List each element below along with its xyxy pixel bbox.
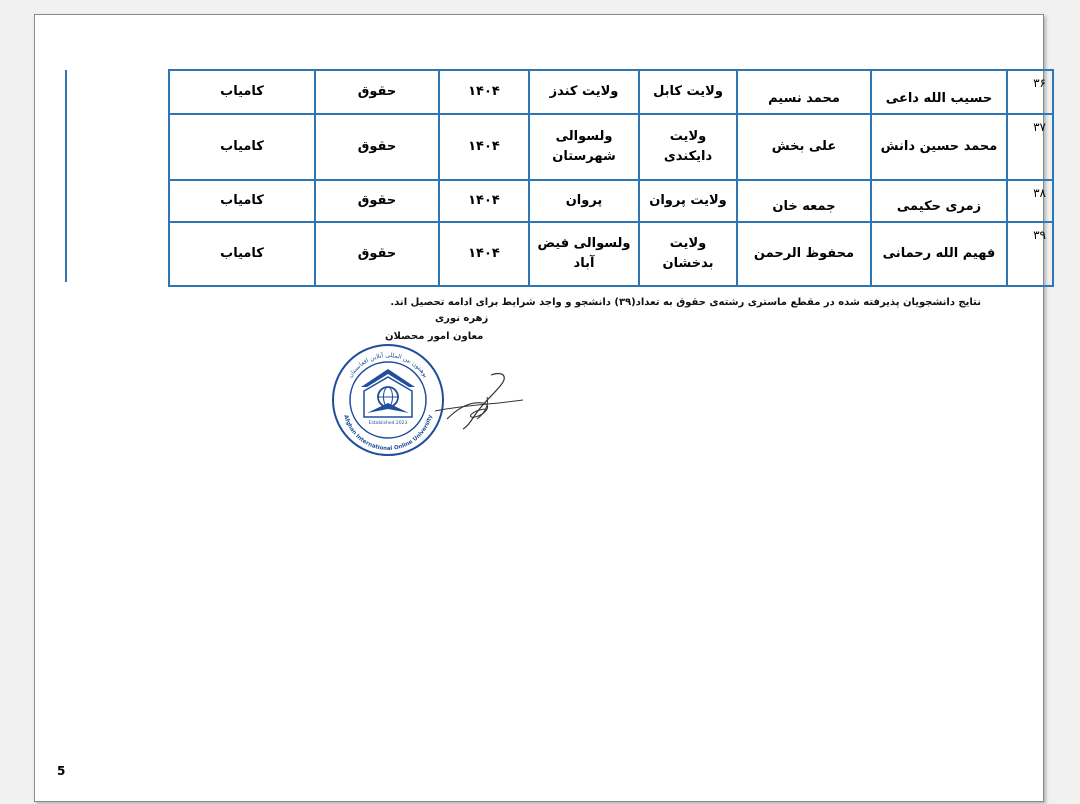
father-name: جمعه خان xyxy=(737,180,871,222)
field-cell: حقوق xyxy=(315,222,439,286)
signer-name: زهره نوری xyxy=(435,313,489,324)
page-number: 5 xyxy=(57,764,66,778)
student-name: حسیب الله داعی xyxy=(871,70,1007,114)
table-row xyxy=(169,70,1053,114)
seal-established: Established 2023 xyxy=(368,421,408,426)
province-cell: ولایت پروان xyxy=(639,180,737,222)
signer-title: معاون امور محصلان xyxy=(385,331,484,342)
district-cell: ولسوالی شهرستان xyxy=(529,114,639,180)
father-name: علی بخش xyxy=(737,114,871,180)
result-cell: کامیاب xyxy=(169,70,315,114)
student-name: محمد حسین دانش xyxy=(871,114,1007,180)
handwritten-signature xyxy=(427,367,537,437)
province-cell: ولایت دایکندی xyxy=(639,114,737,180)
year-cell: ۱۴۰۴ xyxy=(439,180,529,222)
result-cell: کامیاب xyxy=(169,180,315,222)
district-cell: ولایت کندز xyxy=(529,70,639,114)
student-name: زمری حکیمی xyxy=(871,180,1007,222)
district-cell: پروان xyxy=(529,180,639,222)
student-name: فهیم الله رحمانی xyxy=(871,222,1007,286)
field-cell: حقوق xyxy=(315,70,439,114)
father-name: محمد نسیم xyxy=(737,70,871,114)
result-cell: کامیاب xyxy=(169,222,315,286)
results-table xyxy=(168,69,1054,287)
field-cell: حقوق xyxy=(315,114,439,180)
year-cell: ۱۴۰۴ xyxy=(439,114,529,180)
table-row xyxy=(169,114,1053,180)
province-cell: ولایت کابل xyxy=(639,70,737,114)
father-name: محفوظ الرحمن xyxy=(737,222,871,286)
document-page xyxy=(34,14,1044,802)
left-margin-rule xyxy=(65,70,67,282)
year-cell: ۱۴۰۴ xyxy=(439,222,529,286)
result-cell: کامیاب xyxy=(169,114,315,180)
seal-text-top: پوهنتون بین المللی آنلاین افغانستان xyxy=(346,351,430,379)
summary-text: نتایج دانشجویان پذیرفته شده در مقطع ماستری رشته‌ی حقوق به تعداد(۳۹) دانشجو و واجد شرایط برای ادامه تحصیل اند. xyxy=(390,297,981,308)
row-number: ۳۷ xyxy=(1007,114,1053,180)
table-row xyxy=(169,180,1053,222)
field-cell: حقوق xyxy=(315,180,439,222)
district-cell: ولسوالی فیض آباد xyxy=(529,222,639,286)
row-number: ۳۸ xyxy=(1007,180,1053,222)
seal-text-bottom: Afghan International Online University xyxy=(342,414,434,453)
year-cell: ۱۴۰۴ xyxy=(439,70,529,114)
table-row xyxy=(169,222,1053,286)
row-number: ۳۶ xyxy=(1007,70,1053,114)
province-cell: ولایت بدخشان xyxy=(639,222,737,286)
row-number: ۳۹ xyxy=(1007,222,1053,286)
